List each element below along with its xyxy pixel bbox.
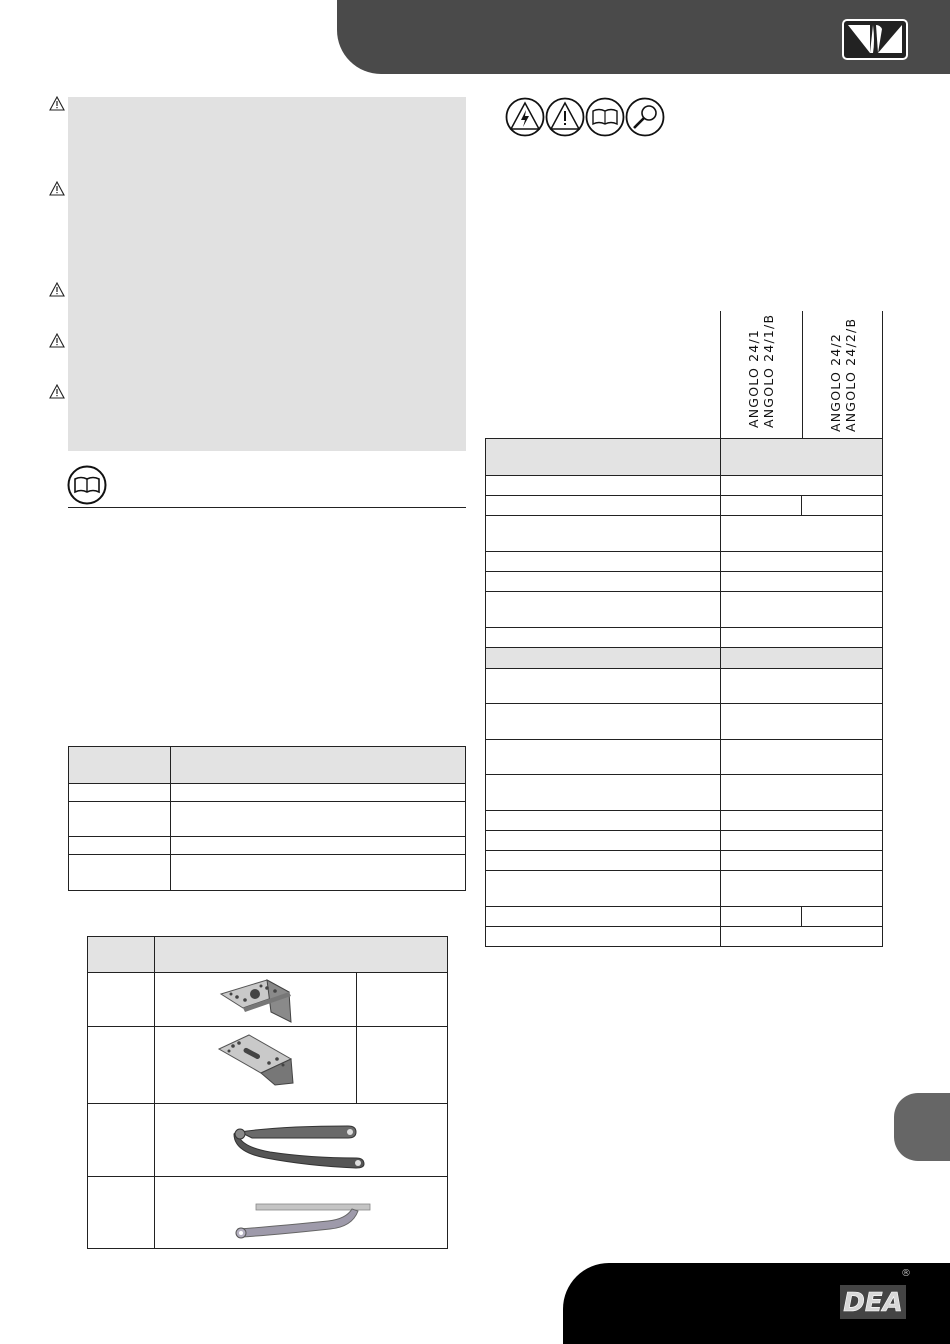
section-divider [68, 507, 466, 508]
warning-icon [49, 96, 65, 111]
dea-logo [838, 1279, 908, 1323]
articulated-arm-image [230, 1118, 370, 1170]
warnings-panel [68, 97, 466, 451]
model-header-2 [828, 318, 858, 432]
model-2-line-1: ANGOLO 24/2 [828, 332, 843, 432]
side-tab [894, 1093, 950, 1161]
company-emblem-icon [842, 19, 908, 60]
warning-icon [49, 282, 65, 297]
model-1-line-2: ANGOLO 24/1/B [761, 313, 776, 428]
warning-icon [49, 181, 65, 196]
mounting-bracket-1-image [215, 978, 297, 1024]
warning-icon [547, 99, 584, 136]
sliding-arm-image [228, 1197, 374, 1245]
model-1-line-1: ANGOLO 24/1 [746, 328, 761, 428]
warning-icon [49, 384, 65, 399]
warning-icon [49, 333, 65, 348]
mounting-bracket-2-image [215, 1031, 299, 1087]
electric-hazard-icon [507, 99, 544, 136]
safety-icons-row [505, 96, 665, 138]
manual-book-icon [67, 465, 107, 505]
model-2-line-2: ANGOLO 24/2/B [843, 317, 858, 432]
registered-mark: ® [901, 1268, 911, 1279]
manual-book-icon [587, 99, 624, 136]
magnifier-icon [627, 99, 664, 136]
dea-logo-text: DEA [843, 1288, 903, 1318]
model-header-1 [746, 314, 776, 428]
